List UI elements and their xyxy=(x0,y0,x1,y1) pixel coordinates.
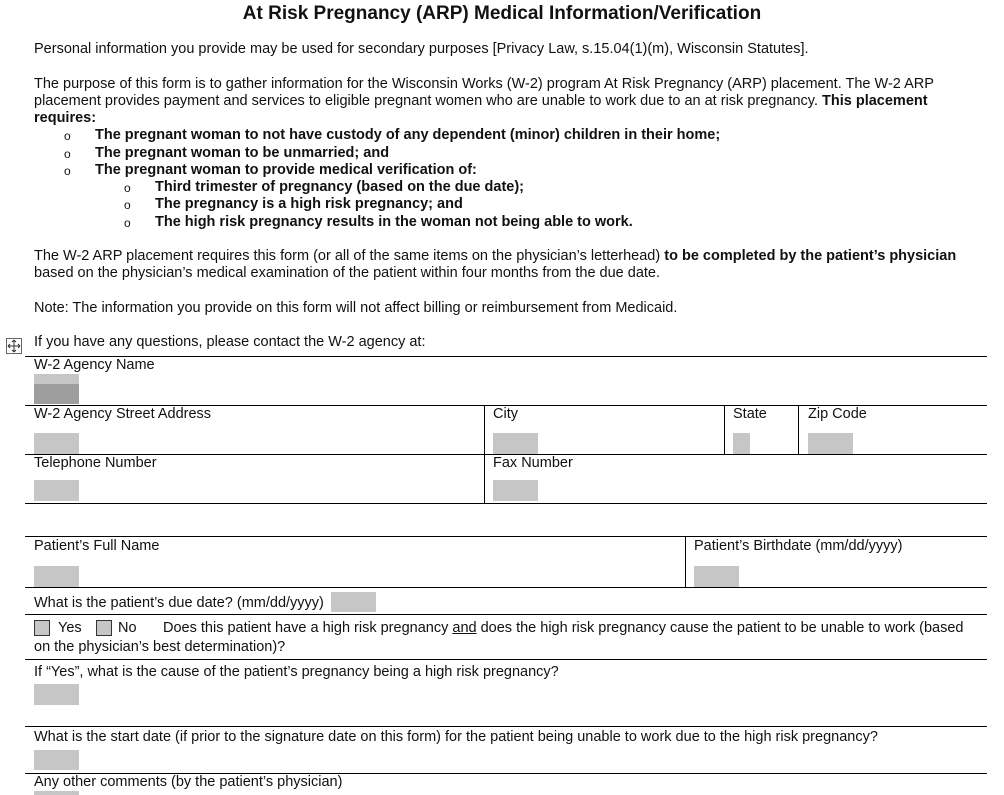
comments-label: Any other comments (by the patient’s physician) xyxy=(34,774,343,790)
high-risk-question-cont: on the physician’s best determination)? xyxy=(34,639,286,655)
high-risk-question xyxy=(163,620,963,637)
cause-field[interactable] xyxy=(34,684,79,705)
divider xyxy=(25,503,987,504)
due-date-label: What is the patient’s due date? (mm/dd/yyyy) xyxy=(34,595,324,611)
bullet-mark: o xyxy=(64,147,71,161)
requirement-text: The pregnant woman to be unmarried; and xyxy=(95,145,390,161)
city-field[interactable] xyxy=(493,433,538,454)
zip-label: Zip Code xyxy=(808,406,867,422)
phone-label: Telephone Number xyxy=(34,455,157,471)
requirement-text: The pregnant woman to not have custody of any dependent (minor) children in their home; xyxy=(95,127,721,143)
physician-paragraph xyxy=(34,248,984,282)
divider xyxy=(798,405,799,454)
phone-field[interactable] xyxy=(34,480,79,501)
sub-requirement-text: Third trimester of pregnancy (based on the due date); xyxy=(155,179,524,195)
street-field[interactable] xyxy=(34,433,79,454)
purpose-paragraph xyxy=(34,76,984,127)
zip-field[interactable] xyxy=(808,433,853,454)
due-date-field[interactable] xyxy=(331,592,376,612)
divider xyxy=(724,405,725,454)
sub-requirement-text: The high risk pregnancy results in the woman not being able to work. xyxy=(155,214,633,230)
birthdate-field[interactable] xyxy=(694,566,739,587)
start-date-label: What is the start date (if prior to the signature date on this form) for the patient being unable to work due to the high risk pregnancy? xyxy=(34,729,878,745)
physician-text: The W-2 ARP placement requires this form (or all of the same items on the physician’s letterhead) xyxy=(34,248,661,264)
patient-name-field[interactable] xyxy=(34,566,79,587)
question-text: does the high risk pregnancy cause the patient to be unable to work (based xyxy=(480,620,964,636)
cause-label: If “Yes”, what is the cause of the patient’s pregnancy being a high risk pregnancy? xyxy=(34,664,559,680)
bullet-mark: o xyxy=(64,164,71,178)
fax-field[interactable] xyxy=(493,480,538,501)
yes-label: Yes xyxy=(58,620,82,636)
physician-text: based on the physician’s medical examination of the patient within four months from the due date. xyxy=(34,265,661,281)
yes-checkbox[interactable] xyxy=(34,620,50,636)
street-label: W-2 Agency Street Address xyxy=(34,406,212,422)
physician-bold: physician xyxy=(889,248,957,264)
divider xyxy=(25,587,987,588)
divider xyxy=(685,536,686,587)
requirement-text: The pregnant woman to provide medical verification of: xyxy=(95,162,477,178)
agency-name-field[interactable] xyxy=(34,374,79,384)
page-title: At Risk Pregnancy (ARP) Medical Information/Verification xyxy=(242,3,762,24)
agency-name-label: W-2 Agency Name xyxy=(34,357,155,373)
note-text: Note: The information you provide on this form will not affect billing or reimbursement from Medicaid. xyxy=(34,300,678,316)
agency-name-field-focus[interactable] xyxy=(34,384,79,404)
bullet-mark: o xyxy=(124,198,131,212)
privacy-notice: Personal information you provide may be used for secondary purposes [Privacy Law, s.15.04(1)(m), Wisconsin Statutes]. xyxy=(34,41,809,57)
patient-name-label: Patient’s Full Name xyxy=(34,538,160,554)
question-emphasis: and xyxy=(452,620,477,636)
divider xyxy=(25,614,987,615)
divider xyxy=(25,726,987,727)
divider xyxy=(25,536,987,537)
birthdate-label: Patient’s Birthdate (mm/dd/yyyy) xyxy=(694,538,903,554)
comments-field[interactable] xyxy=(34,791,79,795)
purpose-text: The purpose of this form is to gather information for the Wisconsin Works (W-2) program At Risk Pregnancy (ARP) placement. The W-2 ARP placement provides payment and services to eligible pregnant women who are unable to work due to an at risk pregnancy. xyxy=(34,76,934,109)
state-label: State xyxy=(733,406,767,422)
fax-label: Fax Number xyxy=(493,455,573,471)
bullet-mark: o xyxy=(124,181,131,195)
divider xyxy=(25,356,987,357)
no-label: No xyxy=(118,620,137,636)
sub-requirement-text: The pregnancy is a high risk pregnancy; and xyxy=(155,196,463,212)
physician-bold: to be completed by the patient’s xyxy=(664,248,886,264)
divider xyxy=(25,659,987,660)
bullet-mark: o xyxy=(124,216,131,230)
state-field[interactable] xyxy=(733,433,750,454)
bullet-mark: o xyxy=(64,129,71,143)
question-text: Does this patient have a high risk pregnancy xyxy=(163,620,449,636)
purpose-bold: This placement requires: xyxy=(34,93,928,126)
city-label: City xyxy=(493,406,518,422)
table-move-icon[interactable] xyxy=(6,338,22,354)
no-checkbox[interactable] xyxy=(96,620,112,636)
contact-text: If you have any questions, please contact the W-2 agency at: xyxy=(34,334,426,350)
start-date-field[interactable] xyxy=(34,750,79,770)
